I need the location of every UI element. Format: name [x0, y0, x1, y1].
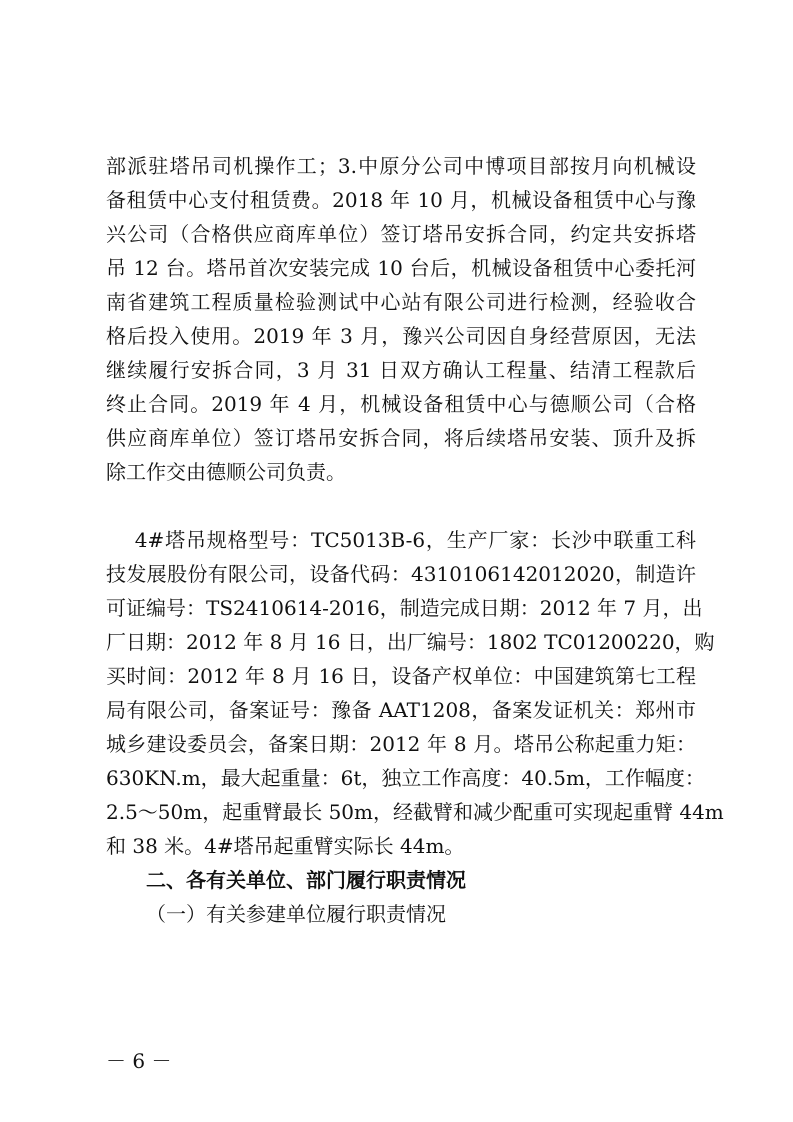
paragraph1-line-1: 部派驻塔吊司机操作工；3.中原分公司中博项目部按月向机械设 — [106, 154, 696, 178]
page-number: － 6 － — [106, 1049, 172, 1073]
paragraph1-line-4: 吊 12 台。塔吊首次安装完成 10 台后，机械设备租赁中心委托河 — [106, 256, 696, 280]
subsection-heading: （一）有关参建单位履行职责情况 — [146, 902, 446, 926]
paragraph1-line-2: 备租赁中心支付租赁费。2018 年 10 月，机械设备租赁中心与豫 — [106, 188, 696, 212]
paragraph2-line-6: 局有限公司，备案证号：豫备 AAT1208，备案发证机关：郑州市 — [106, 698, 696, 722]
paragraph1-line-5: 南省建筑工程质量检验测试中心站有限公司进行检测，经验收合 — [106, 290, 696, 314]
paragraph2-line-8: 630KN.m，最大起重量：6t，独立工作高度：40.5m，工作幅度： — [106, 766, 705, 790]
paragraph2-line-9: 2.5～50m，起重臂最长 50m，经截臂和减少配重可实现起重臂 44m — [106, 800, 724, 824]
paragraph1-line-9: 供应商库单位）签订塔吊安拆合同，将后续塔吊安装、顶升及拆 — [106, 426, 696, 450]
paragraph2-line-3: 可证编号：TS2410614-2016，制造完成日期：2012 年 7 月，出 — [106, 596, 703, 620]
paragraph1-line-8: 终止合同。2019 年 4 月，机械设备租赁中心与德顺公司（合格 — [106, 392, 696, 416]
paragraph1-line-3: 兴公司（合格供应商库单位）签订塔吊安拆合同，约定共安拆塔 — [106, 222, 696, 246]
paragraph2-line-1: 4#塔吊规格型号：TC5013B-6，生产厂家：长沙中联重工科 — [106, 528, 696, 552]
paragraph2-line-10: 和 38 米。4#塔吊起重臂实际长 44m。 — [106, 834, 465, 858]
paragraph2-line-2: 技发展股份有限公司，设备代码：4310106142012020，制造许 — [106, 562, 696, 586]
paragraph2-line-7: 城乡建设委员会，备案日期：2012 年 8 月。塔吊公称起重力矩： — [106, 732, 696, 756]
paragraph1-line-10: 除工作交由德顺公司负责。 — [106, 460, 346, 484]
paragraph1-line-7: 继续履行安拆合同，3 月 31 日双方确认工程量、结清工程款后 — [106, 358, 696, 382]
paragraph2-line-5: 买时间：2012 年 8 月 16 日，设备产权单位：中国建筑第七工程 — [106, 664, 696, 688]
paragraph2-line-4: 厂日期：2012 年 8 月 16 日，出厂编号：1802 TC01200220，购 — [106, 630, 715, 654]
paragraph1-line-6: 格后投入使用。2019 年 3 月，豫兴公司因自身经营原因，无法 — [106, 324, 696, 348]
section-heading: 二、各有关单位、部门履行职责情况 — [146, 868, 466, 892]
